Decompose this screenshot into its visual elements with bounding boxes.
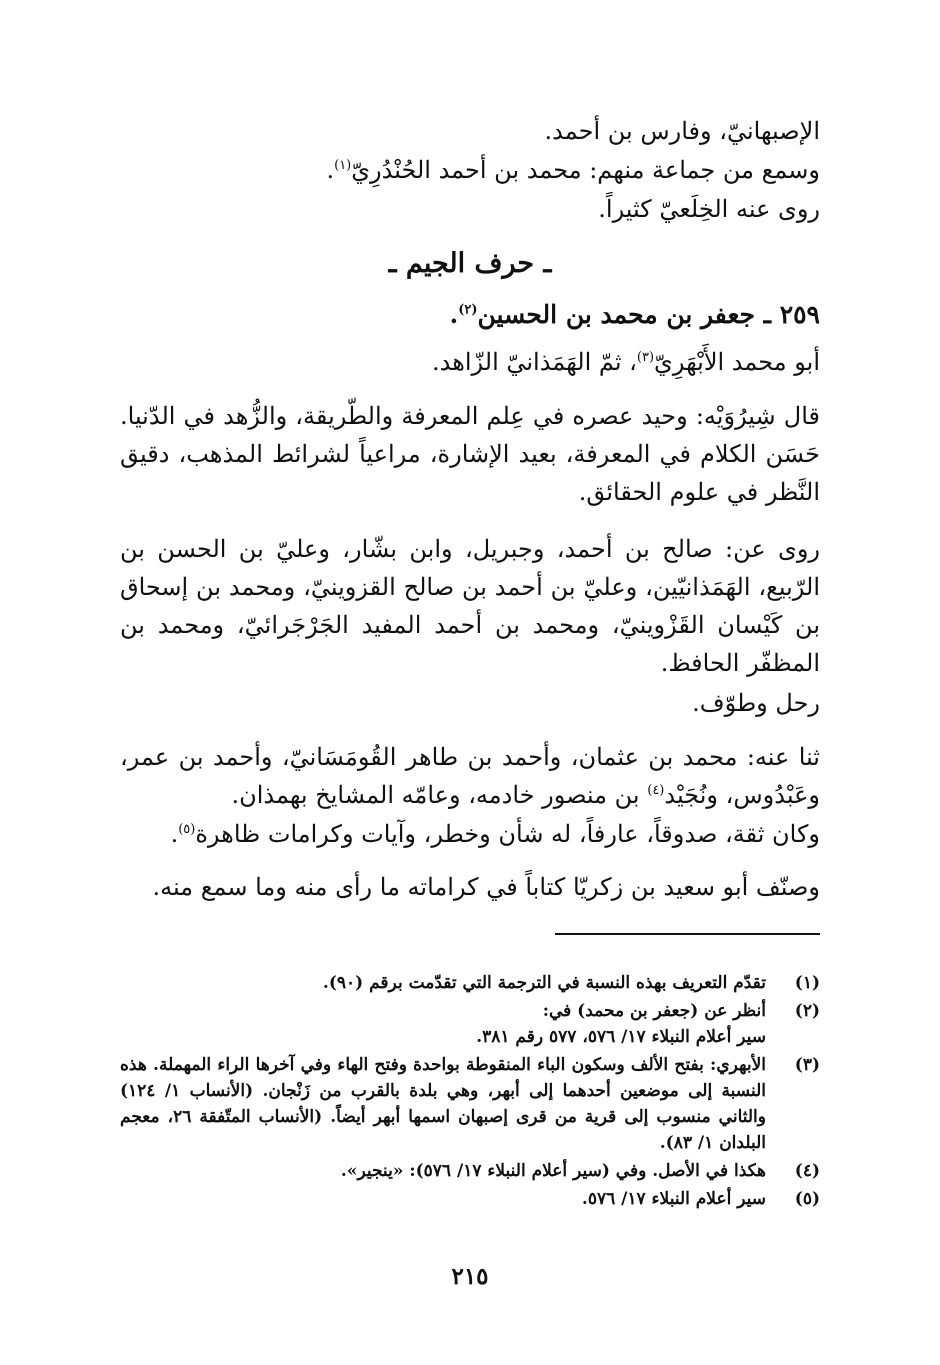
footnote-number: (٤) <box>794 1161 820 1181</box>
footnote-number: (٢) <box>794 1001 820 1021</box>
footnote-text <box>120 998 766 1050</box>
footnote-text: تقدّم التعريف بهذه النسبة في الترجمة التي تقدّمت برقم (٩٠). <box>322 973 766 993</box>
entry-heading-text: ٢٥٩ ـ جعفر بن محمد بن الحسين <box>477 300 820 329</box>
footnote-ref-5[interactable]: (٥) <box>178 822 196 837</box>
intro-line-3-text: روى عنه الخِلَعيّ كثيراً. <box>598 195 820 223</box>
entry-heading <box>120 296 820 334</box>
paragraph-character-text: وكان ثقة، صدوقاً، عارفاً، له شأن وخطر، وآيات وكرامات ظاهرة <box>195 820 820 848</box>
footnote-divider <box>555 933 820 935</box>
paragraph-narrated-from: روى عن: صالح بن أحمد، وجبريل، وابن بشّار، وعليّ بن الحسن بن الرّبيع، الهَمَذانيّين، وعليّ بن أحمد بن صالح القزوينيّ، ومحمد بن إسحاق بن كَيْسان القَزْوينيّ، ومحمد بن أحمد المفيد الجَرْجَرائيّ، ومحمد بن المظفّر الحافظ. <box>120 535 821 677</box>
footnote-4 <box>120 1158 820 1184</box>
footnote-2 <box>120 998 820 1050</box>
footnote-ref-2[interactable]: (٢) <box>458 302 478 318</box>
paragraph-travel: رحل وطوّف. <box>692 689 820 717</box>
footnote-3 <box>120 1052 820 1156</box>
footnote-ref-1[interactable]: (١) <box>334 158 352 173</box>
intro-line-3 <box>120 190 820 228</box>
footnote-text: هكذا في الأصل. وفي (سير أعلام النبلاء ١٧/ ٥٧٦): «ينجير». <box>340 1161 766 1181</box>
footnote-number: (٥) <box>794 1189 820 1209</box>
nisba-line-end: ، ثمّ الهَمَذانيّ الزّاهد. <box>431 348 637 376</box>
footnote-ref-4[interactable]: (٤) <box>647 783 665 798</box>
paragraph-character <box>120 815 820 853</box>
footnote-1 <box>120 970 820 996</box>
footnote-text-line-2: سير أعلام النبلاء ١٧/ ٥٧٦، ٥٧٧ رقم ٣٨١. <box>476 1027 766 1047</box>
footnote-number: (١) <box>794 973 820 993</box>
footnote-text: سير أعلام النبلاء ١٧/ ٥٧٦. <box>581 1189 766 1209</box>
intro-line-2-text: وسمع من جماعة منهم: محمد بن أحمد الحُنْدُرِيّ <box>351 156 820 184</box>
intro-line-2-end: . <box>326 156 335 184</box>
paragraph-biography: قال شِيرُوَيْه: وحيد عصره في عِلم المعرفة والطّريقة، والزُّهد في الدّنيا. حَسَن الكلام في المعرفة، بعيد الإشارة، مراعياً لشرائط المذهب، دقيق النَّظر في علوم الحقائق. <box>120 402 820 506</box>
nisba-line-text: أبو محمد الأَبْهَرِيّ <box>654 348 820 376</box>
footnote-text: الأبهري: بفتح الألف وسكون الباء المنقوطة بواحدة وفتح الهاء وفي آخرها الراء المهملة. هذه النسبة إلى موضعين أحدهما إلى أبهر، وهي بلدة بالقرب من زَنْجان. (الأنساب ١/ ١٢٤) والثاني منسوب إلى قرية من قرى إصبهان اسمها أبهر أيضاً. (الأنساب المتّفقة ٢٦، معجم البلدان ١/ ٨٣). <box>120 1055 766 1153</box>
nisba-line <box>120 343 820 381</box>
page-number: ٢١٥ <box>451 1263 489 1290</box>
section-heading: ـ حرف الجيم ـ <box>388 248 552 279</box>
intro-line-1 <box>120 112 820 150</box>
paragraph-narrated-by <box>120 738 820 814</box>
footnote-text-line-1: أنظر عن (جعفر بن محمد) في: <box>542 1001 766 1021</box>
footnotes <box>120 970 820 1214</box>
footnote-5 <box>120 1186 820 1212</box>
footnote-ref-3[interactable]: (٣) <box>636 350 655 365</box>
entry-heading-end: . <box>449 300 459 329</box>
intro-line-1-text: الإصبهانيّ، وفارس بن أحمد. <box>544 117 820 145</box>
footnote-number: (٣) <box>794 1055 820 1075</box>
paragraph-narrated-by-text-b: بن منصور خادمه، وعامّه المشايخ بهمذان. <box>231 781 648 809</box>
intro-line-2 <box>120 151 820 189</box>
paragraph-book: وصنّف أبو سعيد بن زكريّا كتاباً في كراماته ما رأى منه وما سمع منه. <box>152 873 820 901</box>
paragraph-narrated-by-text-a: ثنا عنه: محمد بن عثمان، وأحمد بن طاهر القُومَسَانيّ، وأحمد بن عمر، وعَبْدُوس، ونُجَيْد <box>120 743 820 809</box>
paragraph-character-end: . <box>170 820 179 848</box>
